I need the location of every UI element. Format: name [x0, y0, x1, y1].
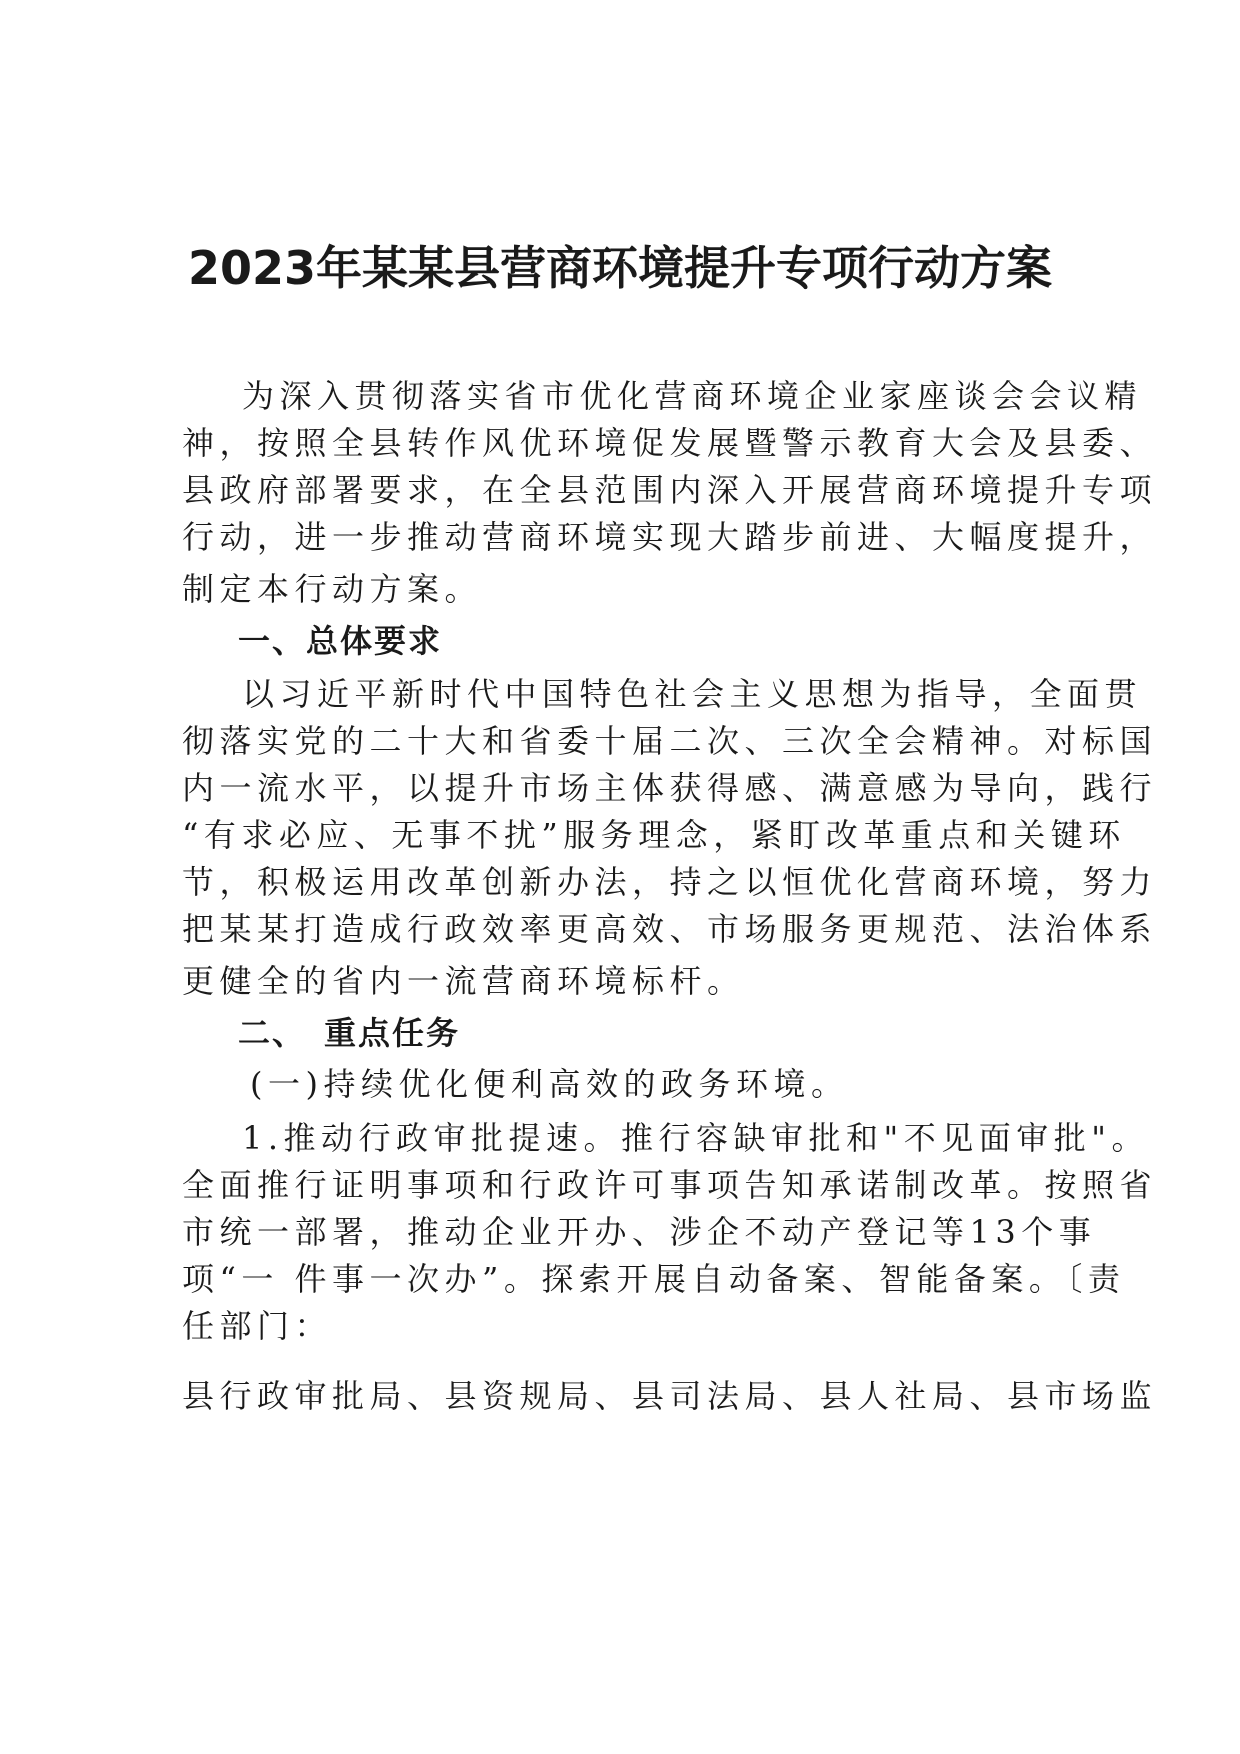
section1-line-6: 把某某打造成行政效率更高效、市场服务更规范、法治体系 [182, 910, 1158, 948]
section1-line-5: 节，积极运用改革创新办法，持之以恒优化营商环境，努力 [182, 863, 1158, 901]
section1-line-7: 更健全的省内一流营商环境标杆。 [182, 962, 745, 1000]
subsection1-heading: (一)持续优化便利高效的政务环境。 [250, 1065, 849, 1103]
section1-line-3: 内一流水平，以提升市场主体获得感、满意感为导向，践行 [182, 769, 1158, 807]
intro-line-3: 县政府部署要求，在全县范围内深入开展营商环境提升专项 [182, 471, 1158, 509]
item1-line-3: 市统一部署，推动企业开办、涉企不动产登记等13个事 [182, 1213, 1097, 1251]
intro-line-1: 为深入贯彻落实省市优化营商环境企业家座谈会会议精 [242, 377, 1143, 415]
intro-line-2: 神，按照全县转作风优环境促发展暨警示教育大会及县委、 [182, 424, 1158, 462]
section1-line-1: 以习近平新时代中国特色社会主义思想为指导，全面贯 [242, 675, 1143, 713]
intro-line-5: 制定本行动方案。 [182, 570, 483, 608]
document-title: 2023年某某县营商环境提升专项行动方案 [187, 241, 1053, 295]
section2-heading: 二、 重点任务 [238, 1014, 461, 1052]
item1-line-6: 县行政审批局、县资规局、县司法局、县人社局、县市场监 [182, 1377, 1158, 1415]
item1-line-2: 全面推行证明事项和行政许可事项告知承诺制改革。按照省 [182, 1166, 1158, 1204]
item1-line-1: 1.推动行政审批提速。推行容缺审批和"不见面审批"。 [242, 1119, 1149, 1157]
item1-line-5: 任部门： [182, 1307, 333, 1345]
item1-line-4: 项“一 件事一次办”。探索开展自动备案、智能备案。〔责 [182, 1260, 1126, 1298]
section1-heading: 一、总体要求 [238, 622, 443, 660]
intro-line-4: 行动，进一步推动营商环境实现大踏步前进、大幅度提升， [182, 518, 1158, 556]
section1-line-4: “有求必应、无事不扰”服务理念，紧盯改革重点和关键环 [182, 816, 1126, 854]
section1-line-2: 彻落实党的二十大和省委十届二次、三次全会精神。对标国 [182, 722, 1158, 760]
